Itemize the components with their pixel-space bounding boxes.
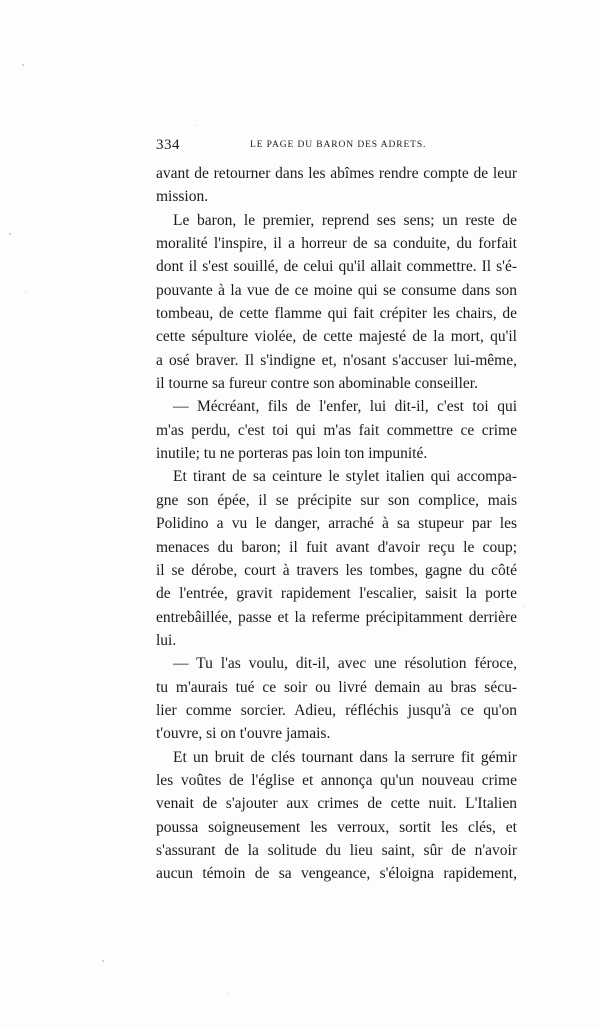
page-number: 334 (156, 137, 180, 153)
paper-speck (228, 993, 229, 994)
text-line: cette sépulture violée, de cette majesté de la mort, qu'il (156, 328, 517, 346)
text-line: — Tu l'as voulu, dit-il, avec une résolution féroce, (173, 655, 517, 673)
text-line: moralité l'inspire, il a horreur de sa conduite, du forfait (156, 235, 517, 253)
text-line: lui. (156, 631, 177, 649)
text-line: venait de s'ajouter aux crimes de cette nuit. L'Italien (156, 795, 517, 813)
text-line: mission. (156, 188, 209, 206)
text-line: t'ouvre, si on t'ouvre jamais. (156, 725, 331, 743)
text-line: inutile; tu ne porteras pas loin ton impunité. (156, 445, 428, 463)
text-line: entrebâillée, passe et la referme précipitamment derrière (156, 608, 517, 626)
text-line: Le baron, le premier, reprend ses sens; un reste de (173, 211, 517, 229)
text-line: aucun témoin de sa vengeance, s'éloigna rapidement, (156, 865, 517, 883)
paper-speck (524, 606, 525, 607)
text-line: s'assurant de la solitude du lieu saint, sûr de n'avoir (156, 841, 517, 859)
text-line: il se dérobe, court à travers les tombes, gagne du côté (156, 561, 517, 579)
text-line: Et tirant de sa ceinture le stylet italien qui accompa- (173, 468, 517, 486)
text-line: tu m'aurais tué ce soir ou livré demain au bras sécu- (156, 678, 517, 696)
text-line: Polidino a vu le danger, arraché à sa stupeur par les (156, 515, 517, 533)
text-line: poussa soigneusement les verroux, sortit les clés, et (156, 818, 517, 836)
text-line: Et un bruit de clés tournant dans la serrure fit gémir (173, 748, 517, 766)
text-line: tombeau, de cette flamme qui fait crépiter les chairs, de (156, 305, 517, 323)
text-line: les voûtes de l'église et annonça qu'un nouveau crime (156, 771, 517, 789)
paper-speck (196, 125, 197, 126)
text-line: de l'entrée, gravit rapidement l'escalier, saisit la porte (156, 585, 517, 603)
paper-speck (102, 960, 104, 962)
running-head (156, 137, 516, 157)
text-line: avant de retourner dans les abîmes rendre compte de leur (156, 165, 517, 182)
text-line: menaces du baron; il fuit avant d'avoir reçu le coup; (156, 538, 517, 556)
running-title: LE PAGE DU BARON DES ADRETS. (250, 140, 427, 150)
paper-speck (9, 233, 11, 235)
text-line: il tourne sa fureur contre son abominable conseiller. (156, 375, 478, 393)
text-line: lier comme sorcier. Adieu, réfléchis jusqu'à ce qu'on (156, 701, 517, 719)
text-line: — Mécréant, fils de l'enfer, lui dit-il, c'est toi qui (173, 398, 517, 416)
paper-speck (25, 292, 26, 293)
paper-speck (22, 64, 24, 66)
text-line: a osé braver. Il s'indigne et, n'osant s'accuser lui-même, (156, 351, 517, 369)
text-line: gne son épée, il se précipite sur son complice, mais (156, 491, 517, 509)
text-line: dont il s'est souillé, de celui qu'il allait commettre. Il s'é- (156, 258, 517, 276)
text-line: pouvante à la vue de ce moine qui se consume dans son (156, 281, 517, 299)
text-line: m'as perdu, c'est toi qui m'as fait commettre ce crime (156, 421, 517, 439)
body-text (156, 162, 517, 886)
